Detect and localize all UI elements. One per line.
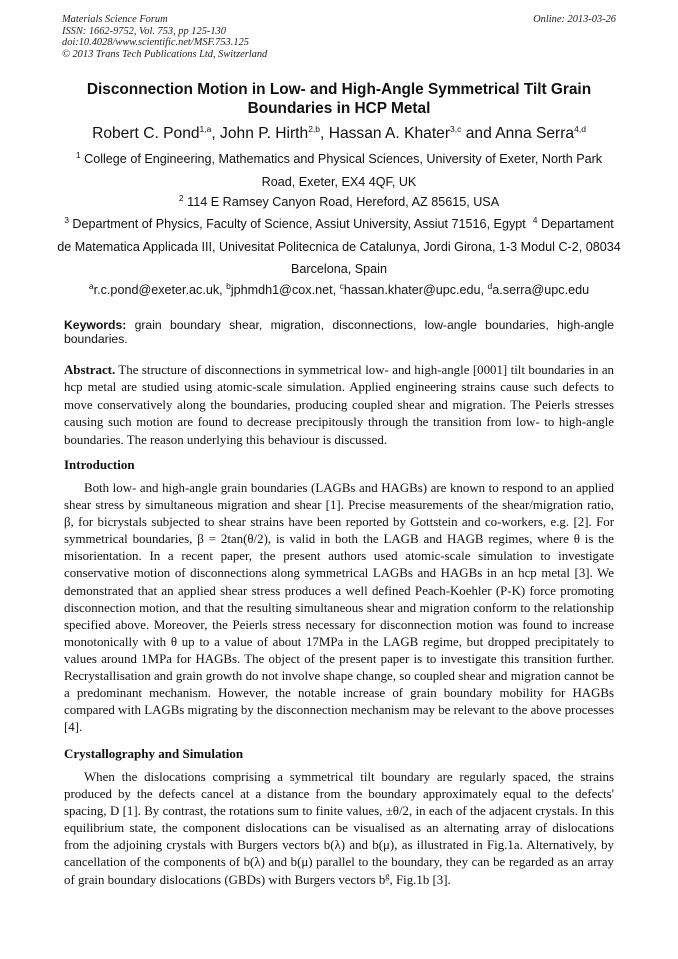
keywords-label: Keywords: xyxy=(64,318,127,332)
keywords-block xyxy=(64,318,614,346)
author-name: Hassan A. Khater xyxy=(328,125,451,142)
author-sup: 1,a xyxy=(199,123,212,134)
abstract-block xyxy=(64,362,614,449)
affiliation-1 xyxy=(60,148,618,193)
email-sup: b xyxy=(226,280,231,291)
paragraph-text: When the dislocations comprising a symmetrical tilt boundary are regularly spaced, the strains produced by the defects cancel at a distance from the boundary approximately equal to the defects' spacing, D [1]. By contrast, the rotations sum to finite values, ±θ/2, in each of the adjacent crystals. In this equilibrium state, the component dislocations can be visualised as an alternating array of dislocations from the adjoining crystals with Burgers vectors b(λ) and b(μ), as illustrated in Fig.1a. Alternatively, by cancellation of the components of b(λ) and b(μ) parallel to the boundary, they can be regarded as an array of grain boundary dislocations (GBDs) with Burgers vectors b xyxy=(64,770,614,887)
email-sup: c xyxy=(339,280,344,291)
email-sup: a xyxy=(88,280,94,291)
author-name: Robert C. Pond xyxy=(92,125,200,142)
keywords-text: grain boundary shear, migration, disconnections, low-angle boundaries, high-angle boundaries. xyxy=(64,318,614,346)
crystallography-heading: Crystallography and Simulation xyxy=(64,746,244,761)
abstract-text: The structure of disconnections in symmetrical low- and high-angle [0001] tilt boundaries in an hcp metal are studied using atomic-scale simulation. Applied engineering strains cause such defects to move conservatively along the boundaries, producing coupled shear and migration. The Peierls stresses causing such motion are found to decrease precipitously through the transition from low- to high-angle boundaries. The reason underlying this behaviour is discussed. xyxy=(64,363,614,447)
journal-header xyxy=(62,14,267,60)
issn-line: ISSN: 1662-9752, Vol. 753, pp 125-130 xyxy=(62,25,226,37)
author-name: John P. Hirth xyxy=(220,125,309,142)
introduction-paragraph: Both low- and high-angle grain boundaries (LAGBs and HAGBs) are known to respond to an applied shear stress by simultaneous migration and shear [1]. Precise measurements of the shear/migration ratio, β, for bicrystals subjected to shear strains have been reported by Gottstein and co-workers, e.g. [2]. For symmetrical boundaries, β = 2tan(θ/2), is valid in both the LAGB and HAGB regimes, where θ is the misorientation. In a recent paper, the present authors used atomic-scale simulation to investigate conservative motion of disconnections along symmetrical LAGBs and HAGBs in an hcp metal [3]. We demonstrated that an applied shear stress produces a well defined Peach-Koehler (P-K) force promoting disconnection motion, and that the resulting simultaneous shear and migration conform to the relationship specified above. Moreover, the Peierls stress necessary for disconnection motion was found to increase monotonically with θ up to a value of about 17MPa in the LAGB regime, but dropped precipitately to values around 1MPa for HAGBs. The object of the present paper is to investigate this transition further. Recrystallisation and grain growth do not involve shape change, so coupled shear and migration cannot be a predominant mechanism. However, the notable increase of grain boundary mobility for HAGBs compared with LAGBs migrating by the disconnection mechanism may be relevant to the above processes [4]. xyxy=(64,481,614,735)
email: hassan.khater@upc.edu, xyxy=(343,283,488,297)
affiliation-text: Department of Physics, Faculty of Science, Assiut University, Assiut 71516, Egypt xyxy=(72,217,526,231)
email: r.c.pond@exeter.ac.uk, xyxy=(93,283,227,297)
author-list xyxy=(40,124,638,143)
author-sup: 4,d xyxy=(574,123,586,134)
email: a.serra@upc.edu xyxy=(492,283,590,297)
copyright-line: © 2013 Trans Tech Publications Ltd, Switzerland xyxy=(62,48,268,60)
affiliation-sup: 2 xyxy=(178,192,184,203)
online-date: Online: 2013-03-26 xyxy=(533,14,616,25)
affiliation-text: College of Engineering, Mathematics and Physical Sciences, University of Exeter, North Park Road, Exeter, EX4 4QF, UK xyxy=(84,152,603,189)
affiliation-sup: 4 xyxy=(532,214,538,225)
author-sep: , xyxy=(320,125,329,142)
paper-title: Disconnection Motion in Low- and High-Angle Symmetrical Tilt Grain Boundaries in HCP Metal xyxy=(86,81,592,117)
paragraph-end: , Fig.1b [3]. xyxy=(389,872,451,887)
author-sep: and xyxy=(461,125,496,142)
email: jphmdh1@cox.net, xyxy=(230,283,340,297)
affiliation-3-4 xyxy=(56,213,622,281)
affiliation-sup: 1 xyxy=(75,149,81,160)
author-sep: , xyxy=(211,125,221,142)
email-sup: d xyxy=(487,280,493,291)
affiliation-text: 114 E Ramsey Canyon Road, Hereford, AZ 85615, USA xyxy=(187,195,500,209)
burgers-sup: g xyxy=(385,870,390,881)
affiliation-sup: 3 xyxy=(64,214,69,225)
abstract-label: Abstract. xyxy=(64,363,116,377)
author-sup: 3,c xyxy=(450,123,462,134)
email-list xyxy=(60,279,618,302)
affiliation-text: Departament de Matematica Applicada III, Univesitat Politecnica de Catalunya, Jordi Girona, 1-3 Modul C-2, 08034 Barcelona, Spain xyxy=(57,217,621,276)
doi-line: doi:10.4028/www.scientific.net/MSF.753.125 xyxy=(62,37,249,49)
affiliation-2 xyxy=(60,191,618,214)
journal-name: Materials Science Forum xyxy=(62,14,168,25)
crystallography-paragraph xyxy=(64,769,614,889)
introduction-heading: Introduction xyxy=(64,457,135,472)
author-name: Anna Serra xyxy=(495,125,575,142)
author-sup: 2,b xyxy=(308,123,321,134)
